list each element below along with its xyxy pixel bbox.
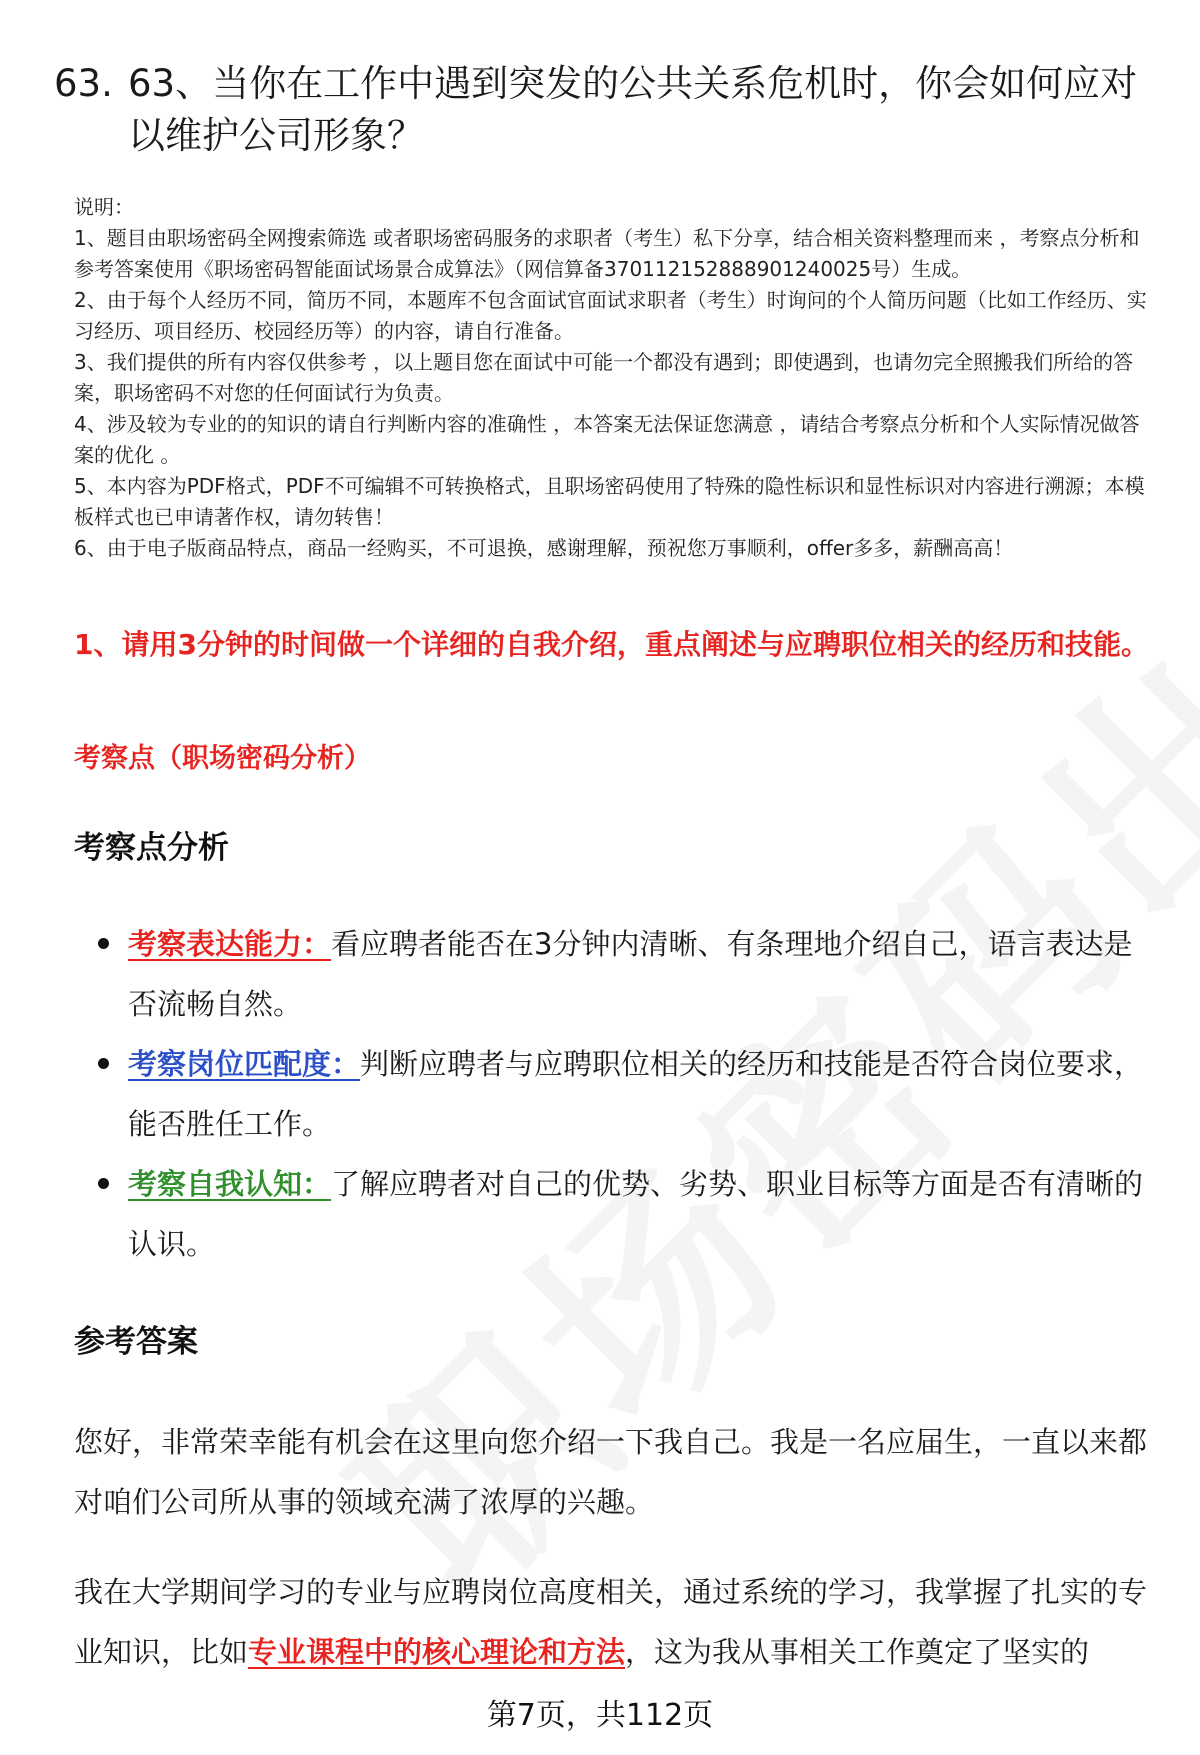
- bullet-icon: [98, 1058, 109, 1069]
- bullet-icon: [98, 1178, 109, 1189]
- answer-highlight: 专业课程中的核心理论和方法: [248, 1635, 626, 1669]
- analysis-label: 考察表达能力：: [128, 927, 332, 961]
- analysis-label: 考察岗位匹配度：: [128, 1047, 361, 1081]
- answer-paragraph: 您好，非常荣幸能有机会在这里向您介绍一下我自己。我是一名应届生，一直以来都对咱们公司所从事的领域充满了浓厚的兴趣。: [74, 1425, 1148, 1519]
- notes-title: 说明：: [74, 195, 134, 219]
- answer-paragraph: [74, 1562, 1154, 1682]
- question-title: [54, 58, 1154, 162]
- analysis-text: 判断应聘者与应聘职位相关的经历和技能是否符合岗位要求，能否胜任工作。: [128, 1047, 1144, 1141]
- question-text: 63、当你在工作中遇到突发的公共关系危机时，你会如何应对以维护公司形象？: [128, 62, 1138, 157]
- analysis-text: 看应聘者能否在3分钟内清晰、有条理地介绍自己，语言表达是否流畅自然。: [128, 927, 1133, 1021]
- note-item: 1、题目由职场密码全网搜索筛选 或者职场密码服务的求职者（考生）私下分享，结合相关资料整理而来 ，考察点分析和参考答案使用《职场密码智能面试场景合成算法》（网信算备370112152888901240025号）生成。: [74, 226, 1140, 281]
- note-item: 4、涉及较为专业的的知识的请自行判断内容的准确性 ，本答案无法保证您满意 ，请结合考察点分析和个人实际情况做答案的优化 。: [74, 412, 1140, 467]
- page-footer: 第7页，共112页: [486, 1698, 714, 1733]
- sub-question: 1、请用3分钟的时间做一个详细的自我介绍，重点阐述与应聘职位相关的经历和技能。: [74, 628, 1149, 661]
- analysis-label: 考察自我认知：: [128, 1167, 332, 1201]
- bullet-icon: [98, 938, 109, 949]
- analysis-item: [96, 1154, 1156, 1274]
- analysis-text: 了解应聘者对自己的优势、劣势、职业目标等方面是否有清晰的认识。: [128, 1167, 1144, 1261]
- answer-heading: 参考答案: [74, 1324, 198, 1360]
- analysis-item: [96, 914, 1156, 1034]
- analysis-list: [96, 914, 1156, 1274]
- answer-text: 我在大学期间学习的专业与应聘岗位高度相关，通过系统的学习，我掌握了扎实的专业知识，比如: [74, 1575, 1148, 1669]
- exam-point-label: 考察点（职场密码分析）: [74, 743, 371, 774]
- note-item: 6、由于电子版商品特点，商品一经购买，不可退换，感谢理解，预祝您万事顺利，offer多多，薪酬高高！: [74, 536, 1014, 560]
- analysis-heading: 考察点分析: [74, 830, 229, 866]
- note-item: 5、本内容为PDF格式，PDF不可编辑不可转换格式，且职场密码使用了特殊的隐性标识和显性标识对内容进行溯源；本模板样式也已申请著作权，请勿转售！: [74, 474, 1145, 529]
- note-item: 3、我们提供的所有内容仅供参考 ，以上题目您在面试中可能一个都没有遇到；即使遇到，也请勿完全照搬我们所给的答案，职场密码不对您的任何面试行为负责。: [74, 350, 1134, 405]
- notes-block: [74, 192, 1154, 564]
- question-number: 63.: [54, 62, 113, 105]
- answer-text: ，这为我从事相关工作奠定了坚实的: [625, 1635, 1090, 1669]
- analysis-item: [96, 1034, 1156, 1154]
- note-item: 2、由于每个人经历不同，简历不同，本题库不包含面试官面试求职者（考生）时询问的个人简历问题（比如工作经历、实习经历、项目经历、校园经历等）的内容，请自行准备。: [74, 288, 1147, 343]
